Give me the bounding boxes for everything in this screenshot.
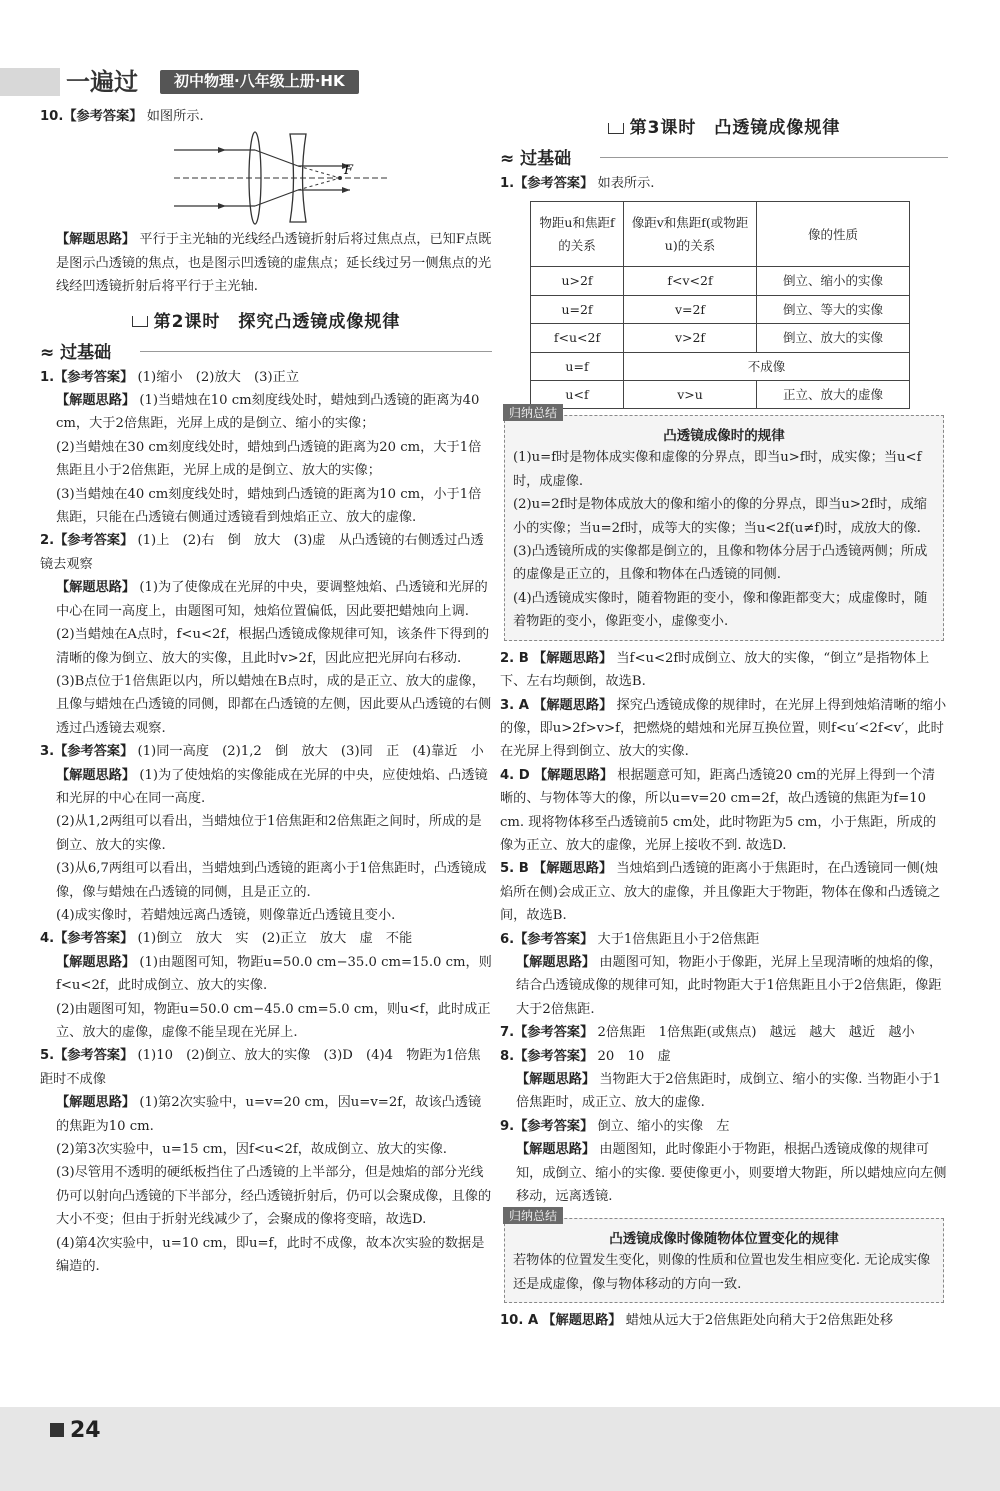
table-cell: 倒立、等大的实像 — [757, 295, 910, 323]
table-row — [531, 267, 910, 295]
summary-line: (1)u=f时是物体成实像和虚像的分界点，即当u>f时，成实像；当u<f时，成虚像. — [513, 450, 922, 489]
book-icon — [608, 123, 624, 134]
right-column — [500, 105, 948, 1333]
table-cell: 倒立、放大的实像 — [757, 324, 910, 352]
book-icon — [132, 316, 148, 327]
table-header-row — [531, 202, 910, 267]
q2-answer: 2.【参考答案】 (1)上 (2)右 倒 放大 (3)虚 从凸透镜的右侧透过凸透镜去观察 — [40, 533, 484, 572]
q5-answer: 5.【参考答案】 (1)10 (2)倒立、放大的实像 (3)D (4)4 物距为1倍焦距时不成像 — [40, 1048, 481, 1087]
q2-analysis: 【解题思路】 (1)为了使像成在光屏的中央，要调整烛焰、凸透镜和光屏的中心在同一高度上，由题图可知，烛焰位置偏低，因此要把蜡烛向上调. — [56, 580, 488, 619]
q5-line: (3)尽管用不透明的硬纸板挡住了凸透镜的上半部分，但是烛焰的部分光线仍可以射向凸透镜的下半部分，经凸透镜折射后，仍可以会聚成像，且像的大小不变；但由于折射光线减少了，会聚成的像将变暗，故选D. — [56, 1165, 492, 1228]
table-header-cell: 像距v和焦距f(或物距u)的关系 — [624, 202, 757, 267]
r-q3: 3. A 【解题思路】 探究凸透镜成像的规律时，在光屏上得到烛焰清晰的缩小的像，即u>2f>v>f，把燃烧的蜡烛和光屏互换位置，则f<u′<2f<v′，此时在光屏上得到倒立、放大的实像. — [500, 697, 947, 760]
q10-analysis: 【解题思路】 平行于主光轴的光线经凸透镜折射后将过焦点点，已知F点既是图示凸透镜的焦点，也是图示凹透镜的虚焦点；延长线过另一侧焦点的光线经凹透镜折射后将平行于主光轴. — [56, 232, 492, 295]
r-q9-analysis: 【解题思路】 由题图知，此时像距小于物距，根据凸透镜成像的规律可知，成倒立、缩小的实像. 要使像更小，则要增大物距，所以蜡烛应向左侧移动，远离透镜. — [516, 1142, 947, 1205]
q3-line: (4)成实像时，若蜡烛远离凸透镜，则像靠近凸透镜且变小. — [56, 907, 396, 923]
q1-analysis: 【解题思路】 (1)当蜡烛在10 cm刻度线处时，蜡烛到凸透镜的距离为40 cm，大于2倍焦距，光屏上成的是倒立、缩小的实像； — [56, 393, 480, 432]
table-cell: v>u — [624, 381, 757, 409]
r-q6-answer: 6.【参考答案】 大于1倍焦距且小于2倍焦距 — [500, 931, 760, 947]
page-header — [0, 62, 1000, 102]
table-cell: u>2f — [531, 267, 624, 295]
table-cell: 不成像 — [624, 352, 910, 380]
table-cell: v=2f — [624, 295, 757, 323]
header-band — [0, 68, 60, 96]
q3-line: (3)从6,7两组可以看出，当蜡烛到凸透镜的距离小于1倍焦距时，凸透镜成像，像与蜡烛在凸透镜的同侧，且是正立的. — [56, 861, 487, 900]
q1-answer: 1.【参考答案】 (1)缩小 (2)放大 (3)正立 — [40, 369, 300, 385]
table-header-cell: 物距u和焦距f的关系 — [531, 202, 624, 267]
q4-analysis: 【解题思路】 (1)由题图可知，物距u=50.0 cm−35.0 cm=15.0 cm，则f<u<2f，此时成倒立、放大的实像. — [56, 954, 492, 994]
summary-title: 凸透镜成像时的规律 — [663, 428, 785, 445]
r-q8-answer: 8.【参考答案】 20 10 虚 — [500, 1048, 671, 1064]
page-footer — [0, 1407, 1000, 1491]
q3-answer: 3.【参考答案】 (1)同一高度 (2)1,2 倒 放大 (3)同 正 (4)靠近 小 — [40, 744, 484, 760]
q2-line: (3)B点位于1倍焦距以内，所以蜡烛在B点时，成的是正立、放大的虚像，且像与蜡烛在凸透镜的同侧，即都在凸透镜的左侧，因此要从凸透镜的右侧透过凸透镜去观察. — [56, 673, 492, 736]
page-marker-icon — [50, 1423, 64, 1437]
table-cell: u=f — [531, 352, 624, 380]
q3-analysis: 【解题思路】 (1)为了使烛焰的实像能成在光屏的中央，应使烛焰、凸透镜和光屏的中心在同一高度. — [56, 767, 488, 806]
section-title: ≈ 过基础 — [40, 338, 492, 362]
r-q4: 4. D 【解题思路】 根据题意可知，距离凸透镜20 cm的光屏上得到一个清晰的、与物体等大的像，所以u=v=20 cm=2f，故凸透镜的焦距为f=10 cm. 现将物体移至凸透镜前5 cm处，此时物距为5 cm，小于焦距，所成的像为正立、放大的虚像，光屏上接收不到. 故选D. — [500, 767, 937, 853]
table-cell: u<f — [531, 381, 624, 409]
q5-analysis: 【解题思路】 (1)第2次实验中，u=v=20 cm，因u=v=2f，故该凸透镜的焦距为10 cm. — [56, 1095, 482, 1134]
page-number: 24 — [50, 1418, 101, 1443]
summary-line: (3)凸透镜所成的实像都是倒立的，且像和物体分居于凸透镜两侧；所成的虚像是正立的，且像和物体在凸透镜的同侧. — [513, 544, 928, 583]
q5-line: (4)第4次实验中，u=10 cm，即u=f，此时不成像，故本次实验的数据是编造的. — [56, 1235, 485, 1275]
summary-line: (4)凸透镜成实像时，随着物距的变小，像和像距都变大；成虚像时，随着物距的变小，像距变小，虚像变小. — [513, 590, 928, 630]
table-cell: 正立、放大的虚像 — [757, 381, 910, 409]
summary-box — [504, 1209, 944, 1303]
q1-line: (3)当蜡烛在40 cm刻度线处时，蜡烛到凸透镜的距离为10 cm，小于1倍焦距，只能在凸透镜右侧通过透镜看到烛焰正立、放大的虚像. — [56, 486, 482, 526]
summary-tag: 归纳总结 — [503, 404, 563, 421]
summary-box — [504, 406, 944, 640]
summary-line: (2)u=2f时是物体成放大的像和缩小的像的分界点，即当u>2f时，成缩小的实像；当u=2f时，成等大的实像；当u<2f(u≠f)时，成放大的像. — [513, 497, 927, 536]
imaging-rules-table — [530, 201, 910, 409]
r-q6-analysis: 【解题思路】 由题图可知，物距小于像距，光屏上呈现清晰的烛焰的像，结合凸透镜成像的规律可知，此时物距大于1倍焦距且小于2倍焦距，像距大于2倍焦距. — [516, 954, 943, 1017]
r-q2: 2. B 【解题思路】 当f<u<2f时成倒立、放大的实像，“倒立”是指物体上下、左右均颠倒，故选B. — [500, 650, 930, 690]
lens-diagram — [40, 128, 492, 228]
table-cell: f<u<2f — [531, 324, 624, 352]
table-header-cell: 像的性质 — [757, 202, 910, 267]
table-cell: f<v<2f — [624, 267, 757, 295]
q3-line: (2)从1,2两组可以看出，当蜡烛位于1倍焦距和2倍焦距之间时，所成的是倒立、放大的实像. — [56, 814, 482, 853]
r-q5: 5. B 【解题思路】 当烛焰到凸透镜的距离小于焦距时，在凸透镜同一侧(烛焰所在侧)会成正立、放大的虚像，并且像距大于物距，物体在像和凸透镜之间，故选B. — [500, 861, 941, 924]
q10-answer: 10.【参考答案】 如图所示. — [40, 109, 204, 124]
table-cell: v>2f — [624, 324, 757, 352]
lens-ray-svg — [40, 128, 492, 228]
q5-line: (2)第3次实验中，u=15 cm，因f<u<2f，故成倒立、放大的实像. — [56, 1142, 447, 1158]
lesson2-title: 第2课时 探究凸透镜成像规律 — [40, 307, 492, 332]
table-row — [531, 324, 910, 352]
r-q9-answer: 9.【参考答案】 倒立、缩小的实像 左 — [500, 1118, 730, 1134]
q2-line: (2)当蜡烛在A点时，f<u<2f，根据凸透镜成像规律可知，该条件下得到的清晰的像为倒立、放大的实像，且此时v>2f，因此应把光屏向右移动. — [56, 627, 490, 666]
table-cell: 倒立、缩小的实像 — [757, 267, 910, 295]
r-q10: 10. A 【解题思路】 蜡烛从远大于2倍焦距处向稍大于2倍焦距处移 — [500, 1313, 894, 1329]
r-q8-analysis: 【解题思路】 当物距大于2倍焦距时，成倒立、缩小的实像. 当物距小于1倍焦距时，成正立、放大的虚像. — [516, 1072, 941, 1111]
left-column — [40, 105, 492, 1278]
focal-point-label: F — [344, 163, 354, 179]
q4-answer: 4.【参考答案】 (1)倒立 放大 实 (2)正立 放大 虚 不能 — [40, 931, 413, 947]
table-row — [531, 381, 910, 409]
r-q1-answer: 1.【参考答案】 如表所示. — [500, 176, 655, 191]
table-row — [531, 352, 910, 380]
q4-line: (2)由题图可知，物距u=50.0 cm−45.0 cm=5.0 cm，则u<f，此时成正立、放大的虚像，虚像不能呈现在光屏上. — [56, 1001, 491, 1040]
r-q7-answer: 7.【参考答案】 2倍焦距 1倍焦距(或焦点) 越远 越大 越近 越小 — [500, 1025, 915, 1041]
table-row — [531, 295, 910, 323]
lesson3-title: 第3课时 凸透镜成像规律 — [500, 113, 948, 138]
summary-title: 凸透镜成像时像随物体位置变化的规律 — [609, 1231, 839, 1248]
book-logo: 一遍过 — [66, 68, 138, 96]
summary-tag: 归纳总结 — [503, 1207, 563, 1224]
summary-text: 若物体的位置发生变化，则像的性质和位置也发生相应变化. 无论成实像还是成虚像，像与物体移动的方向一致. — [513, 1253, 931, 1292]
book-subtitle: 初中物理·八年级上册·HK — [160, 70, 359, 94]
section-title: ≈ 过基础 — [500, 144, 948, 168]
q1-line: (2)当蜡烛在30 cm刻度线处时，蜡烛到凸透镜的距离为20 cm，大于1倍焦距且小于2倍焦距，光屏上成的是倒立、放大的实像； — [56, 439, 482, 479]
table-cell: u=2f — [531, 295, 624, 323]
